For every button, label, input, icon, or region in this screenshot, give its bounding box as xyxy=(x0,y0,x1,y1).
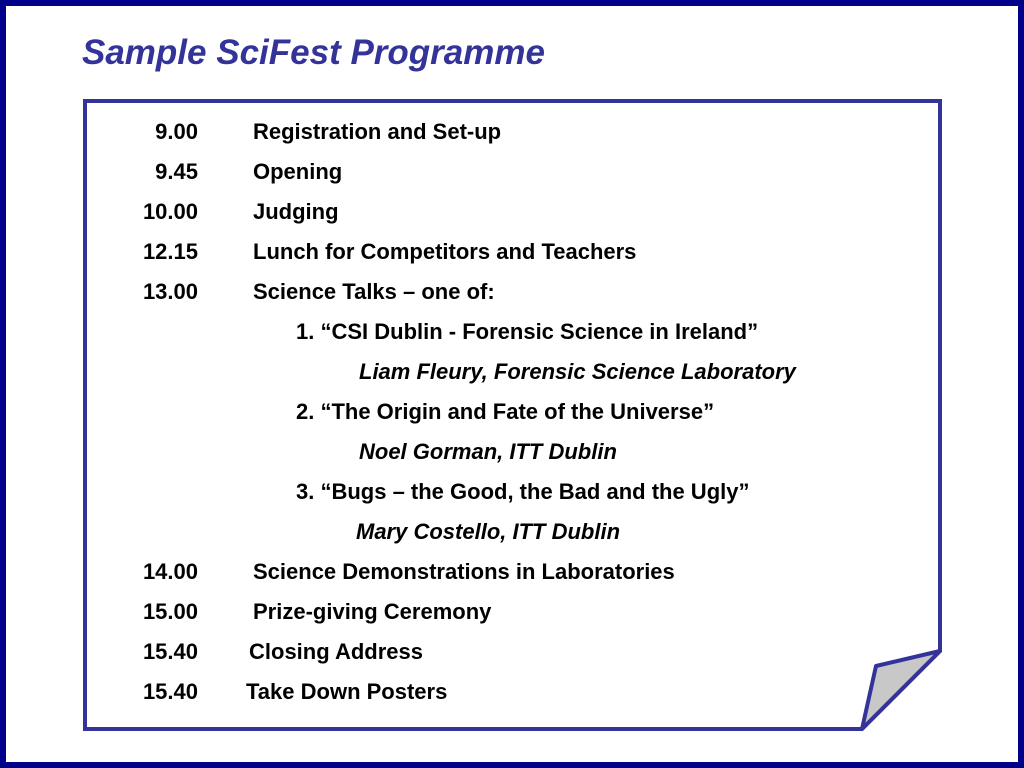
time-label: 12.15 xyxy=(142,239,198,264)
talk-title: 1. “CSI Dublin - Forensic Science in Ireland” xyxy=(296,319,759,344)
event-label: Judging xyxy=(253,199,339,224)
event-label: Closing Address xyxy=(249,639,423,664)
event-label: Lunch for Competitors and Teachers xyxy=(253,239,637,264)
talk-speaker: Noel Gorman, ITT Dublin xyxy=(359,439,617,464)
time-label: 10.00 xyxy=(142,199,198,224)
time-label: 15.40 xyxy=(142,639,198,664)
event-label: Registration and Set-up xyxy=(253,119,502,144)
event-label: Prize-giving Ceremony xyxy=(253,599,492,624)
slide-title: Sample SciFest Programme xyxy=(82,33,545,72)
talk-title: 3. “Bugs – the Good, the Bad and the Ugly” xyxy=(296,479,750,504)
talk-speaker: Mary Costello, ITT Dublin xyxy=(356,519,621,544)
talk-title: 2. “The Origin and Fate of the Universe” xyxy=(296,399,715,424)
event-label: Take Down Posters xyxy=(246,679,448,704)
time-label: 9.45 xyxy=(155,159,198,184)
time-label: 9.00 xyxy=(155,119,198,144)
time-label: 14.00 xyxy=(142,559,198,584)
event-label: Opening xyxy=(253,159,343,184)
time-label: 13.00 xyxy=(142,279,198,304)
event-label: Science Talks – one of: xyxy=(253,279,495,304)
event-label: Science Demonstrations in Laboratories xyxy=(253,559,675,584)
talk-speaker: Liam Fleury, Forensic Science Laboratory xyxy=(359,359,796,384)
time-label: 15.00 xyxy=(142,599,198,624)
time-label: 15.40 xyxy=(142,679,198,704)
